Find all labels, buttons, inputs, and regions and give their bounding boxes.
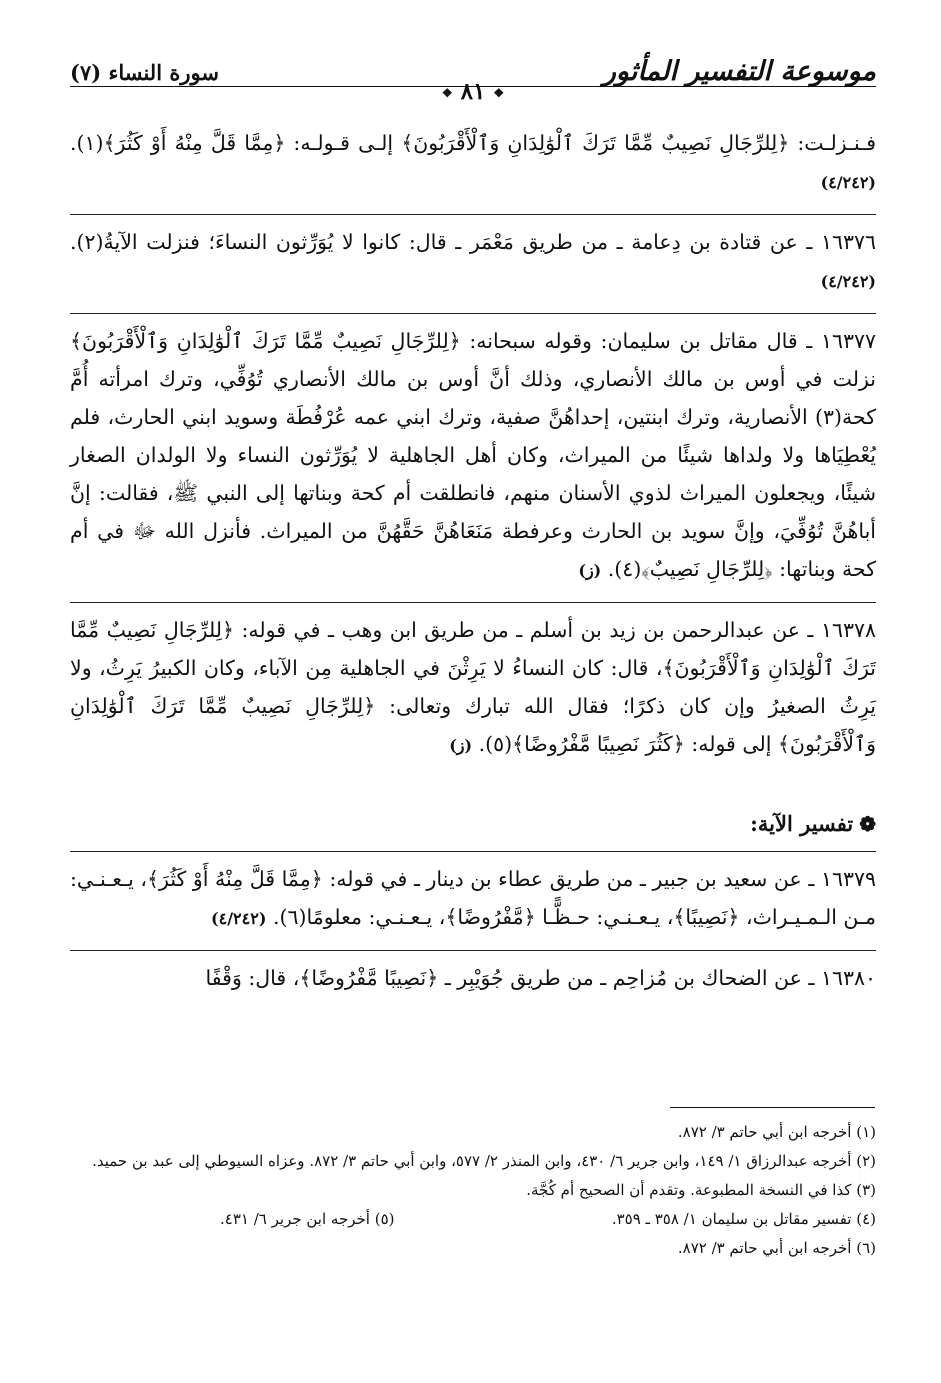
entry-reference: (٤/٢٤٢) (211, 909, 267, 928)
page-number: ٨١ (460, 78, 486, 105)
entry-16380 (70, 950, 876, 1009)
page-header (70, 52, 876, 105)
footnote-1: (١) أخرجه ابن أبي حاتم ٣/ ٨٧٢. (677, 1123, 876, 1141)
footnotes (70, 1118, 876, 1263)
entry-reference: (ز) (578, 561, 602, 580)
entry-16376 (70, 214, 876, 313)
page-number-block (434, 78, 512, 105)
entry-16379 (70, 851, 876, 950)
entry-text: ١٦٣٨٠ ـ عن الضحاك بن مُزاحِم ـ من طريق جُوَيْبِر ـ ﴿نَصِيبًا مَّفْرُوضًا﴾، قال: وَقْفًا (205, 966, 876, 990)
section-heading (70, 803, 876, 843)
entry-text: ١٦٣٧٧ ـ قال مقاتل بن سليمان: وقوله سبحانه: ﴿لِلرِّجَالِ نَصِيبٌ مِّمَّا تَرَكَ ٱلْوَٰلِدَانِ وَٱلْأَقْرَبُونَ﴾ نزلت في أوس بن مالك الأنصاري، وذلك أنَّ أوس بن مالك الأنصاري تُوُفِّي، وترك امرأته أُمَّ كحة(٣) الأنصارية، وترك ابنتين، إحداهُنَّ صفية، وترك ابني عمه عُرْفُطَة وسويد ابني الحارث، فلم يُعْطِيَاها ولا ولداها شيئًا من الميراث، وكان أهل الجاهلية لا يُوَرِّثون النساء ولا الولدان الصغار شيئًا، ويجعلون الميراث لذوي الأسنان منهم، فانطلقت أم كحة وبناتها إلى النبي ﷺ، فقالت: إنَّ أباهُنَّ تُوُفِّيَ، وإنَّ سويد بن الحارث وعرفطة مَنَعَاهُنَّ حَقَّهُنَّ من الميراث. فأنزل الله ﷻ في أم كحة وبناتها: ﴿لِلرِّجَالِ نَصِيبٌ﴾(٤). (70, 329, 876, 581)
book-title: موسوعة التفسير المأثور (602, 56, 876, 87)
entry-reference: (ز) (449, 736, 473, 755)
footnote-5: (٥) أخرجه ابن جرير ٦/ ٤٣١. (220, 1210, 395, 1228)
footnote-4: (٤) تفسير مقاتل بن سليمان ١/ ٣٥٨ ـ ٣٥٩. (611, 1210, 876, 1228)
footnote-row (70, 1205, 876, 1234)
flower-ornament-icon: ❁ (859, 812, 876, 836)
footnote-2: (٢) أخرجه عبدالرزاق ١/ ١٤٩، وابن جرير ٦/ ٤٣٠، وابن المنذر ٢/ ٥٧٧، وابن أبي حاتم ٣/ ٨٧٢. وعزاه السيوطي إلى عبد بن حميد. (92, 1152, 876, 1170)
entry-continuation (70, 124, 876, 214)
entry-text: ١٦٣٧٨ ـ عن عبدالرحمن بن زيد بن أسلم ـ من طريق ابن وهب ـ في قوله: ﴿لِلرِّجَالِ نَصِيبٌ مِّمَّا تَرَكَ ٱلْوَٰلِدَانِ وَٱلْأَقْرَبُونَ﴾، قال: كان النساءُ لا يَرِثْنَ في الجاهلية مِن الآباء، وكان الكبيرُ يَرِثُ، ولا يَرِثُ الصغيرُ وإن كان ذكرًا؛ فقال الله تبارك وتعالى: ﴿لِلرِّجَالِ نَصِيبٌ مِّمَّا تَرَكَ ٱلْوَٰلِدَانِ وَٱلْأَقْرَبُونَ﴾ إلى قوله: ﴿كَثُرَ نَصِيبًا مَّفْرُوضًا﴾(٥). (70, 618, 876, 756)
ornament-left: ❖ (441, 86, 453, 100)
entry-text: فـنـزلـت: ﴿لِلرِّجَالِ نَصِيبٌ مِّمَّا تَرَكَ ٱلْوَٰلِدَانِ وَٱلْأَقْرَبُونَ﴾ إلـى قـولـه: ﴿مِمَّا قَلَّ مِنْهُ أَوْ كَثُرَ﴾(١). (70, 131, 876, 155)
entry-text: ١٦٣٧٩ ـ عن سعيد بن جبير ـ من طريق عطاء بن دينار ـ في قوله: ﴿مِمَّا قَلَّ مِنْهُ أَوْ كَثُرَ﴾، يـعـنـي: مـن الـمـيـراث، ﴿نَصِيبًا﴾، يـعـنـي: حـظًّـا ﴿مَّفْرُوضًا﴾، يـعـنـي: معلومًا(٦). (70, 867, 876, 929)
ornament-right: ❖ (493, 86, 505, 100)
header-rule (70, 86, 876, 87)
entry-reference: (٤/٢٤٢) (820, 173, 876, 192)
entry-16377 (70, 313, 876, 602)
entry-16378 (70, 602, 876, 777)
entry-text: ١٦٣٧٦ ـ عن قتادة بن دِعامة ـ من طريق مَعْمَر ـ قال: كانوا لا يُوَرِّثون النساءَ؛ فنزلت الآيةُ(٢). (70, 230, 876, 254)
footnote-rule (670, 1107, 875, 1108)
entry-reference: (٤/٢٤٢) (820, 272, 876, 291)
main-text (70, 124, 876, 1009)
footnote-6: (٦) أخرجه ابن أبي حاتم ٣/ ٨٧٢. (677, 1239, 876, 1257)
footnote-3: (٣) كذا في النسخة المطبوعة. وتقدم أن الصحيح أم كُجَّة. (526, 1181, 876, 1199)
section-title: تفسير الآية: (750, 811, 854, 836)
surah-title: سورة النساء (٧) (70, 60, 219, 85)
